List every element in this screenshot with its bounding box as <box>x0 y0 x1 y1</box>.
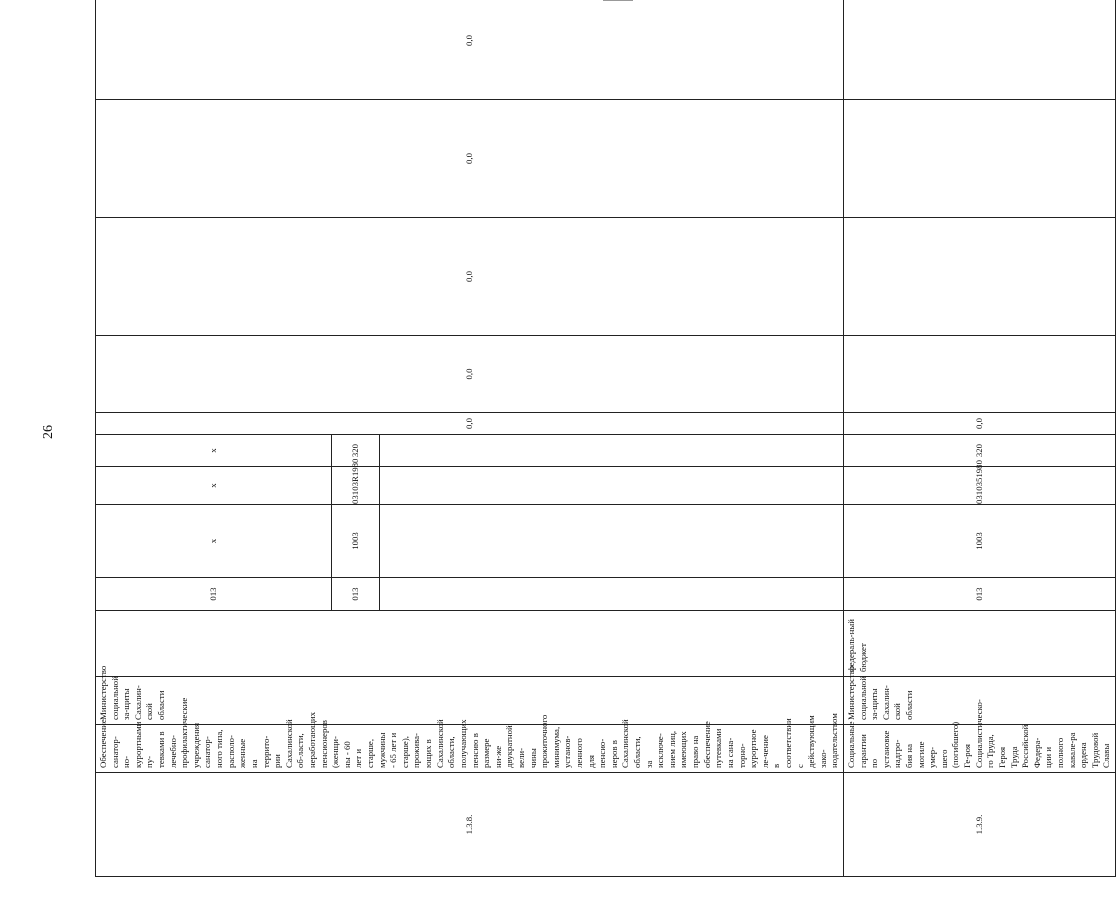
row-number: 1.3.9. <box>844 773 1116 877</box>
amount-year-3: 0,0 <box>96 100 844 218</box>
amount-year-1 <box>844 336 1116 413</box>
target-article-code: x <box>96 467 332 505</box>
page-number: 26 <box>41 425 56 439</box>
amount-year-4 <box>844 0 1116 100</box>
rotated-table-container <box>95 15 1112 877</box>
amount-year-1: 0,0 <box>96 336 844 413</box>
section-code: x <box>96 505 332 578</box>
grbs-code: 013 <box>332 578 380 611</box>
table-row <box>96 0 332 877</box>
target-article-code: 03103R1980 <box>332 467 380 505</box>
section-code: 1003 <box>844 505 1116 578</box>
funding-source <box>96 611 844 677</box>
section-code: 1003 <box>332 505 380 578</box>
grbs-code: 013 <box>844 578 1116 611</box>
measure-name: Обеспечение санатор-но-курортными пу-тевками в лечебно-профилактические учреждения санатор-ного типа, располо-женные на террито-рии Сахалинской об-ласти, неработающих пенсионеров (женщи-ны - 60 лет и старше, мужчины - 65 лет и старше), прожива-ющих в Сахалинской области, получающих пенсию в размере ни-же двукратной вели-чины прожиточного минимума, установ-ленного для пенсио-неров в Сахалинской области, за исключе-нием лиц, имеющих право на обеспечение путевками на сана-торно-курортное ле-чение в соответствии с действующим зако-нодательством <box>96 725 844 773</box>
table-row <box>844 0 1116 877</box>
expense-type-code: x <box>96 435 332 467</box>
funding-source: федераль-ный бюджет <box>844 611 1116 677</box>
program-measures-table <box>95 0 1116 877</box>
executor: Министерство социальной за-щиты Сахалин-ской области <box>96 677 844 725</box>
amount-year-4: 0,0 <box>96 0 844 100</box>
executor: Министерство социальной за-щиты Сахалин-ской области <box>844 677 1116 725</box>
total-amount: 0,0 <box>844 413 1116 435</box>
total-amount: 0,0 <box>96 413 844 435</box>
measure-name: Социальные гарантии по установке надгро-бия на могиле умер-шего (погибшего) Ге-роя Социалистическо-го Труда, Героя Труда Российской Федера-ции и полного кавале-ра ордена Трудовой Славы <box>844 725 1116 773</box>
amount-year-2 <box>844 218 1116 336</box>
target-article-code: 0310351980 <box>844 467 1116 505</box>
expense-type-code: 320 <box>844 435 1116 467</box>
expense-type-code: 320 <box>332 435 380 467</box>
amount-year-3 <box>844 100 1116 218</box>
row-number: 1.3.8. <box>96 773 844 877</box>
grbs-code: 013 <box>96 578 332 611</box>
amount-year-2: 0,0 <box>96 218 844 336</box>
